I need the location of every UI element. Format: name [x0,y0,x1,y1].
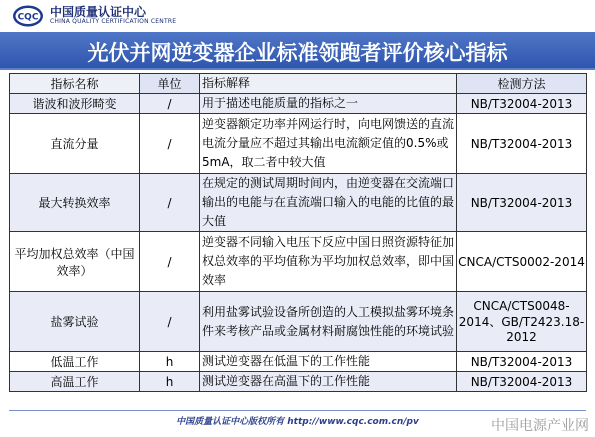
cell-unit: / [140,94,200,114]
cell-name: 谐波和波形畸变 [10,94,140,114]
copyright-footer: 中国质量认证中心版权所有 http://www.cqc.com.cn/pv [176,417,419,427]
cell-name: 最大转换效率 [10,174,140,232]
cell-unit: / [140,114,200,174]
cell-method: NB/T32004-2013 [457,352,587,372]
header-desc: 指标解释 [200,74,457,94]
cell-name: 平均加权总效率（中国效率） [10,232,140,292]
table-row [10,372,587,392]
cell-unit: / [140,174,200,232]
cell-desc: 逆变器额定功率并网运行时，向电网馈送的直流电流分量应不超过其输出电流额定值的0.5%或5mA，取二者中较大值 [200,114,457,174]
cell-unit: / [140,232,200,292]
table-header-row [10,74,587,94]
cell-desc: 测试逆变器在低温下的工作性能 [200,352,457,372]
cell-desc: 逆变器不同输入电压下反应中国日照资源特征加权总效率的平均值称为平均加权总效率，即中国效率 [200,232,457,292]
table-row [10,232,587,292]
cell-name: 高温工作 [10,372,140,392]
cell-method: CNCA/CTS0002-2014 [457,232,587,292]
logo-text: CQC [17,12,39,23]
page-title: 光伏并网逆变器企业标准领跑者评价核心指标 [87,41,508,65]
cell-method: NB/T32004-2013 [457,94,587,114]
table-row [10,292,587,352]
cell-method: NB/T32004-2013 [457,114,587,174]
cell-unit: h [140,352,200,372]
table-row [10,352,587,372]
title-divider [0,68,595,70]
org-name-cn: 中国质量认证中心 [50,5,147,19]
org-name-en: CHINA QUALITY CERTIFICATION CENTRE [50,18,177,25]
footer-divider [9,410,586,411]
title-bar [0,32,595,68]
cell-method: NB/T32004-2013 [457,372,587,392]
cell-unit: h [140,372,200,392]
cell-unit: / [140,292,200,352]
table-row [10,94,587,114]
cell-desc: 测试逆变器在高温下的工作性能 [200,372,457,392]
table-row [10,174,587,232]
header-method: 检测方法 [457,74,587,94]
cell-name: 低温工作 [10,352,140,372]
cell-method: CNCA/CTS0048-2014、GB/T2423.18-2012 [457,292,587,352]
cell-method: NB/T32004-2013 [457,174,587,232]
watermark: 中国电源产业网 [491,418,589,434]
cell-desc: 用于描述电能质量的指标之一 [200,94,457,114]
cell-name: 直流分量 [10,114,140,174]
cell-name: 盐雾试验 [10,292,140,352]
indicator-table [9,73,587,392]
header-unit: 单位 [140,74,200,94]
cqc-logo-icon [12,4,44,28]
header [0,0,595,32]
cell-desc: 在规定的测试周期时间内，由逆变器在交流端口输出的电能与在直流端口输入的电能的比值的最大值 [200,174,457,232]
header-name: 指标名称 [10,74,140,94]
table-row [10,114,587,174]
cell-desc: 利用盐雾试验设备所创造的人工模拟盐雾环境条件来考核产品或金属材料耐腐蚀性能的环境试验 [200,292,457,352]
